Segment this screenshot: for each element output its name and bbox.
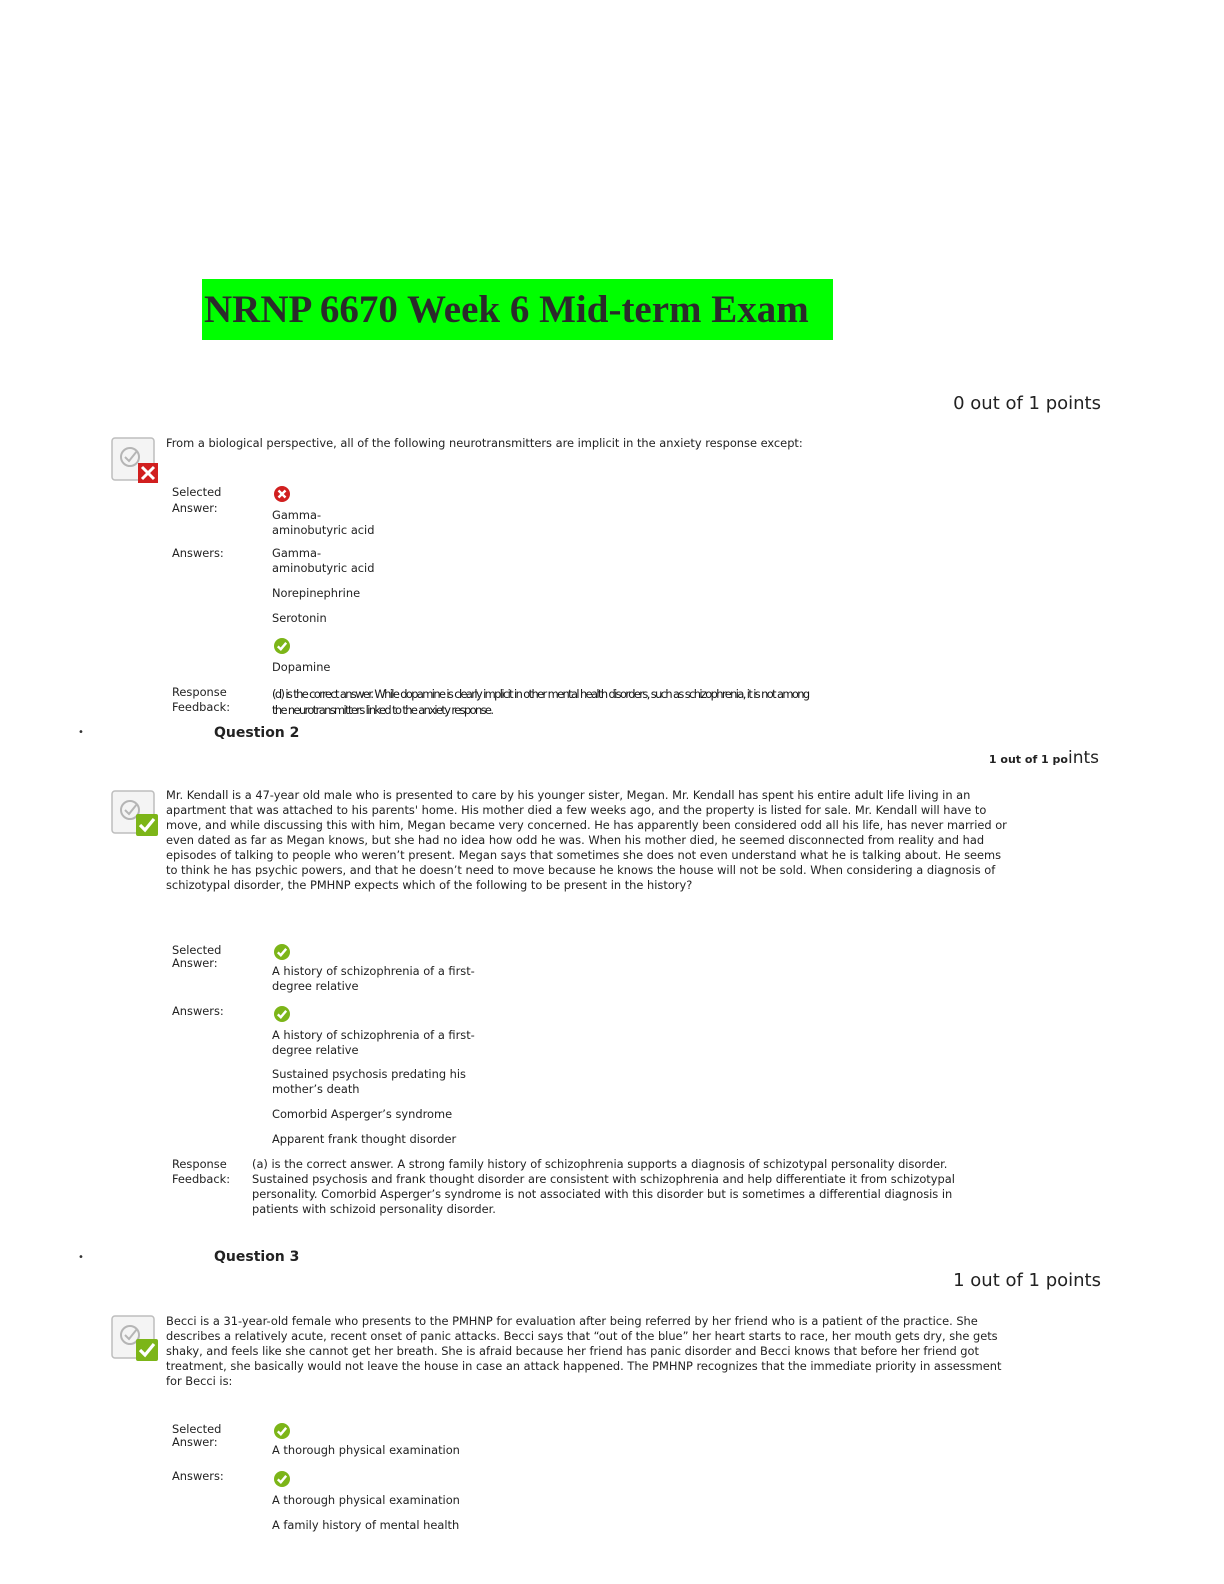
q1-points: 0 out of 1 points xyxy=(953,393,1101,414)
correct-check-icon xyxy=(273,637,291,655)
page-title: NRNP 6670 Week 6 Mid-term Exam xyxy=(202,279,833,340)
q2-feedback-label: Response Feedback: xyxy=(172,1157,231,1186)
correct-check-icon xyxy=(273,943,291,961)
q2-bullet: • xyxy=(78,727,84,738)
q2-selected-answer: A history of schizophrenia of a first- degree relative xyxy=(272,964,475,993)
q1-answer-option-2: Norepinephrine xyxy=(272,586,361,600)
q3-selected-label: Selected Answer: xyxy=(172,1422,222,1449)
correct-check-icon xyxy=(273,1470,291,1488)
q3-heading: Question 3 xyxy=(214,1249,300,1265)
q3-bullet: • xyxy=(78,1252,84,1263)
q1-selected-label: Selected Answer: xyxy=(172,485,222,515)
q2-points: 1 out of 1 points xyxy=(988,748,1099,768)
q3-question-text: Becci is a 31-year-old female who presents to the PMHNP for evaluation after being referred by her friend who is a patient of the practice. She describes a relatively acute, recent onset of panic attacks. Becci says that “out of the blue” her heart starts to race, her mouth gets dry, she gets shaky, and feels like she cannot get her breath. She is afraid because her friend has panic disorder and Becci knows that before her friend got treatment, she basically would not leave the house in case an attack happened. The PMHNP recognizes that the immediate priority in assessment for Becci is: xyxy=(166,1314,1002,1388)
q3-selected-answer: A thorough physical examination xyxy=(272,1443,460,1457)
q2-answers-label: Answers: xyxy=(172,1004,224,1018)
correct-check-icon xyxy=(273,1005,291,1023)
q2-selected-label: Selected Answer: xyxy=(172,943,222,970)
q1-answer-option-4: Dopamine xyxy=(272,660,331,674)
q2-answer-option-4: Apparent frank thought disorder xyxy=(272,1132,457,1146)
q3-points: 1 out of 1 points xyxy=(953,1270,1101,1291)
incorrect-icon xyxy=(273,485,291,503)
incorrect-question-icon xyxy=(110,435,160,485)
q1-question-text: From a biological perspective, all of the following neurotransmitters are implicit in the anxiety response except: xyxy=(166,436,803,450)
q2-answer-option-1: A history of schizophrenia of a first- degree relative xyxy=(272,1028,475,1057)
q2-response-feedback: (a) is the correct answer. A strong family history of schizophrenia supports a diagnosis of schizotypal personality disorder. Sustained psychosis and frank thought disorder are consistent with schizophrenia and help differentiate it from schizotypal personality. Comorbid Asperger’s syndrome is not associated with this disorder but is sometimes a differential diagnosis in patients with schizoid personality disorder. xyxy=(252,1157,955,1216)
q1-answer-option-1: Gamma- aminobutyric acid xyxy=(272,546,375,575)
q1-feedback-label: Response Feedback: xyxy=(172,685,231,714)
q2-heading: Question 2 xyxy=(214,725,300,741)
q3-answer-option-2: A family history of mental health xyxy=(272,1518,460,1532)
q1-selected-answer: Gamma- aminobutyric acid xyxy=(272,508,375,537)
q2-question-text: Mr. Kendall is a 47-year old male who is presented to care by his younger sister, Megan. Mr. Kendall has spent his entire adult life living in an apartment that was attached to his parents' home. His mother died a few weeks ago, and the property is listed for sale. Mr. Kendall will have to move, and while discussing this with him, Megan became very concerned. He has apparently been considered odd all his life, has never married or even dated as far as Megan knows, but she had no idea how odd he was. When his mother died, he seemed disconnected from reality and had episodes of talking to people who weren’t present. Megan says that sometimes she does not even understand what he is talking about. He seems to think he has psychic powers, and that he doesn’t need to move because he knows the house will not be sold. When considering a diagnosis of schizotypal disorder, the PMHNP expects which of the following to be present in the history? xyxy=(166,788,1007,892)
correct-question-icon xyxy=(110,1313,160,1363)
q1-answer-option-3: Serotonin xyxy=(272,611,327,625)
q2-answer-option-2: Sustained psychosis predating his mother’s death xyxy=(272,1067,466,1096)
correct-question-icon xyxy=(110,788,160,838)
correct-check-icon xyxy=(273,1422,291,1440)
q2-answer-option-3: Comorbid Asperger’s syndrome xyxy=(272,1107,453,1121)
q3-answers-label: Answers: xyxy=(172,1469,224,1483)
q3-answer-option-1: A thorough physical examination xyxy=(272,1493,460,1507)
q1-answers-label: Answers: xyxy=(172,546,224,560)
q1-response-feedback: (d) is the correct answer. While dopamine is clearly implicit in other mental health disorders, such as schizophrenia, it is not among the neurotransmitters linked to the anxiety response. xyxy=(272,687,809,717)
